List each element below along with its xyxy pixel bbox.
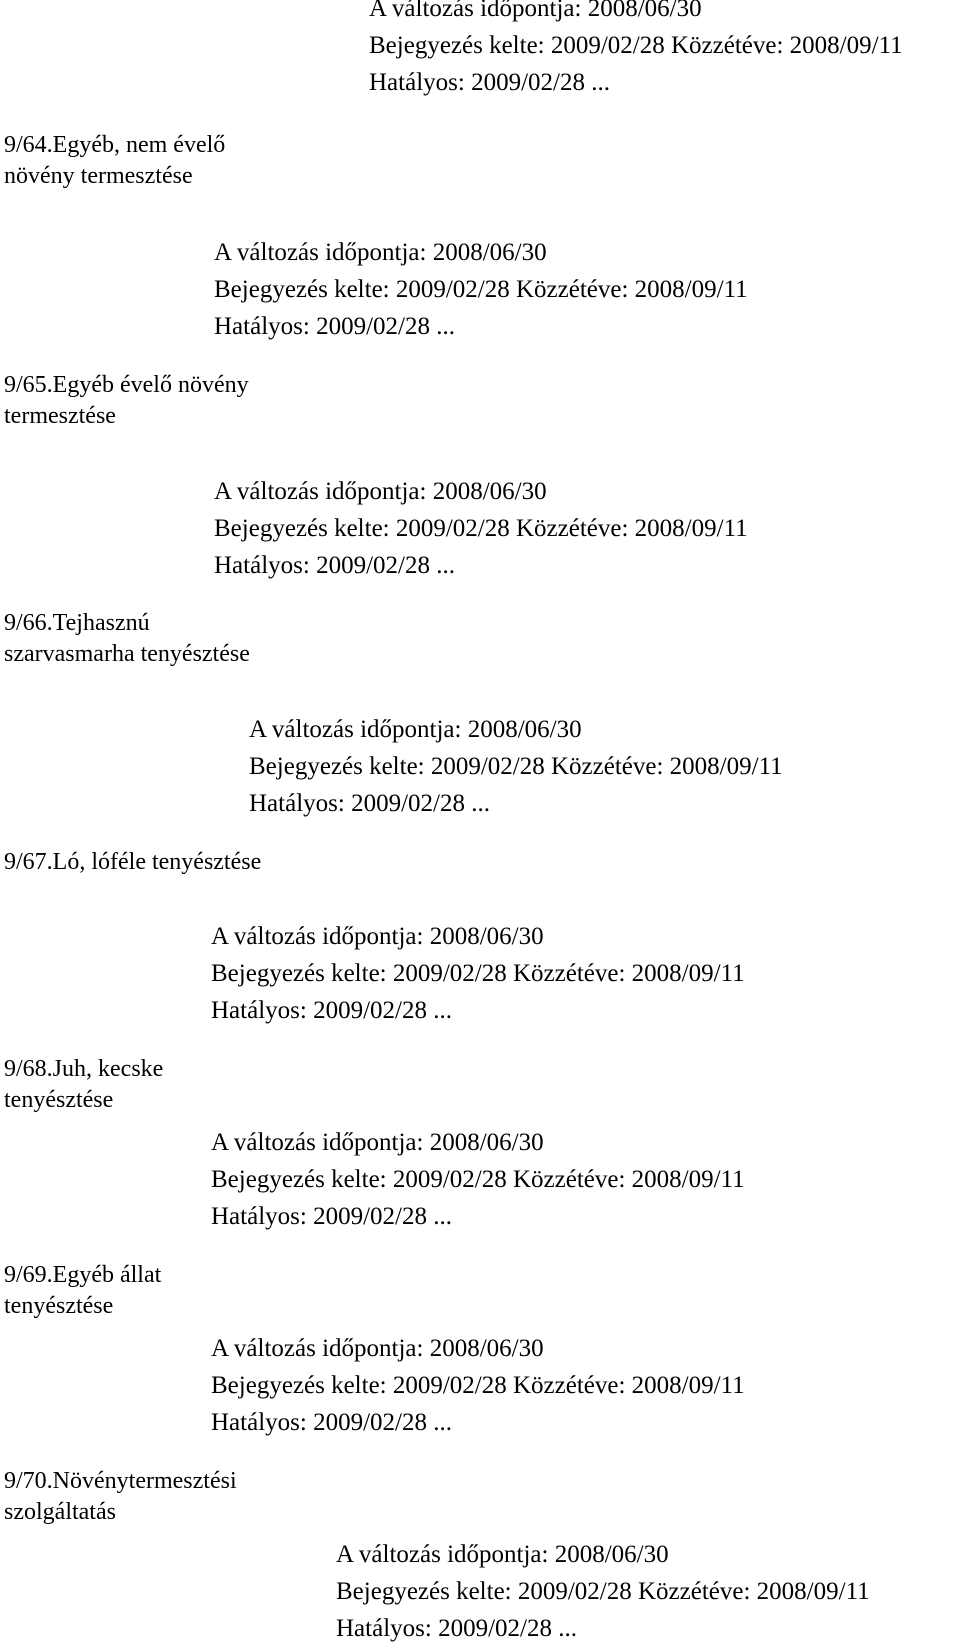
activity-name: Juh, kecske tenyésztése [4, 1056, 164, 1113]
activity-code: 9/67. [4, 849, 53, 875]
entry-published-line: Bejegyezés kelte: 2009/02/28 Közzétéve: 2008/09/11 [249, 753, 783, 780]
activity-item-9-65 [4, 370, 274, 432]
change-date-line: A változás időpontja: 2008/06/30 [211, 1129, 544, 1156]
activity-item-9-68 [4, 1054, 274, 1116]
activity-name: Ló, lóféle tenyésztése [52, 849, 262, 875]
effective-line: Hatályos: 2009/02/28 ... [211, 1409, 452, 1436]
change-record-9-64 [214, 234, 748, 345]
change-date-line: A változás időpontja: 2008/06/30 [336, 1541, 669, 1568]
effective-line: Hatályos: 2009/02/28 ... [249, 790, 490, 817]
activity-name: Egyéb évelő növény termesztése [4, 372, 249, 429]
entry-published-line: Bejegyezés kelte: 2009/02/28 Közzétéve: 2008/09/11 [214, 515, 748, 542]
effective-line: Hatályos: 2009/02/28 ... [211, 1203, 452, 1230]
activity-item-9-67 [4, 847, 274, 878]
activity-item-9-64 [4, 130, 274, 192]
effective-line: Hatályos: 2009/02/28 ... [336, 1615, 577, 1642]
entry-published-line: Bejegyezés kelte: 2009/02/28 Közzétéve: 2008/09/11 [214, 276, 748, 303]
change-record-previous [369, 0, 903, 101]
entry-published-line: Bejegyezés kelte: 2009/02/28 Közzétéve: 2008/09/11 [369, 32, 903, 59]
change-date-line: A változás időpontja: 2008/06/30 [211, 923, 544, 950]
change-record-9-69 [211, 1330, 745, 1441]
activity-name: Egyéb, nem évelő növény termesztése [4, 132, 226, 189]
change-record-9-70 [336, 1536, 870, 1647]
change-record-9-66 [249, 711, 783, 822]
activity-code: 9/65. [4, 372, 53, 398]
activity-name: Egyéb állat tenyésztése [4, 1262, 162, 1319]
entry-published-line: Bejegyezés kelte: 2009/02/28 Közzétéve: 2008/09/11 [211, 960, 745, 987]
activity-item-9-66 [4, 608, 274, 670]
activity-code: 9/69. [4, 1262, 53, 1288]
entry-published-line: Bejegyezés kelte: 2009/02/28 Közzétéve: 2008/09/11 [211, 1166, 745, 1193]
entry-published-line: Bejegyezés kelte: 2009/02/28 Közzétéve: 2008/09/11 [211, 1372, 745, 1399]
effective-line: Hatályos: 2009/02/28 ... [369, 69, 610, 96]
change-record-9-67 [211, 918, 745, 1029]
activity-item-9-70 [4, 1466, 274, 1528]
change-date-line: A változás időpontja: 2008/06/30 [214, 239, 547, 266]
entry-published-line: Bejegyezés kelte: 2009/02/28 Közzétéve: 2008/09/11 [336, 1578, 870, 1605]
change-record-9-65 [214, 473, 748, 584]
activity-code: 9/66. [4, 610, 53, 636]
activity-code: 9/64. [4, 132, 53, 158]
activity-code: 9/68. [4, 1056, 53, 1082]
effective-line: Hatályos: 2009/02/28 ... [214, 552, 455, 579]
activity-name: Tejhasznú szarvasmarha tenyésztése [4, 610, 250, 667]
activity-item-9-69 [4, 1260, 274, 1322]
change-date-line: A változás időpontja: 2008/06/30 [369, 0, 702, 22]
effective-line: Hatályos: 2009/02/28 ... [214, 313, 455, 340]
change-record-9-68 [211, 1124, 745, 1235]
change-date-line: A változás időpontja: 2008/06/30 [249, 716, 582, 743]
change-date-line: A változás időpontja: 2008/06/30 [211, 1335, 544, 1362]
effective-line: Hatályos: 2009/02/28 ... [211, 997, 452, 1024]
change-date-line: A változás időpontja: 2008/06/30 [214, 478, 547, 505]
activity-name: Növénytermesztési szolgáltatás [4, 1468, 237, 1525]
activity-code: 9/70. [4, 1468, 53, 1494]
